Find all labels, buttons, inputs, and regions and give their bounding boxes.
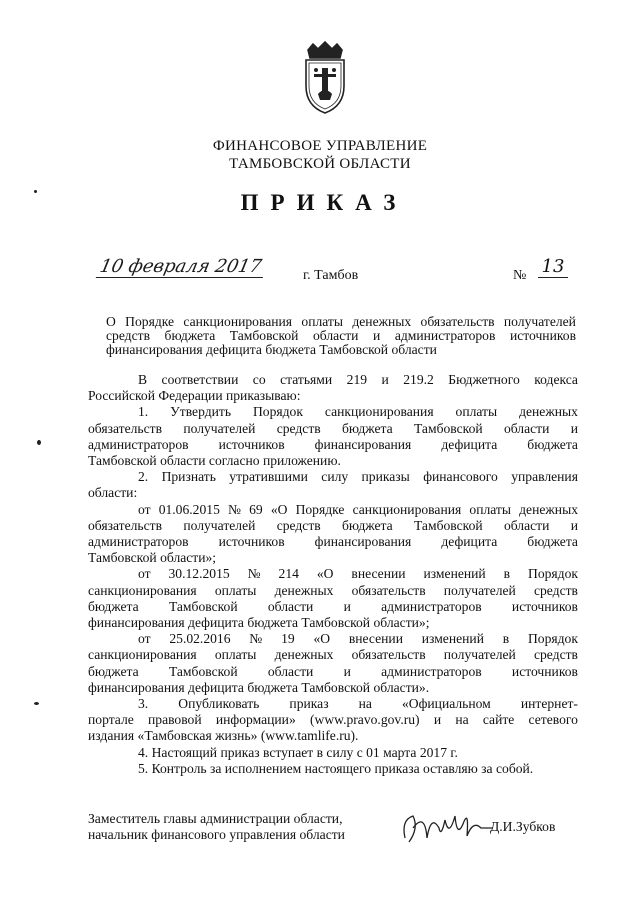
body-word: финансового	[423, 469, 498, 485]
body-word: администраторов	[88, 534, 189, 550]
signer-position-line-1: Заместитель главы администрации области,	[88, 811, 343, 826]
body-word: 2.	[138, 469, 149, 485]
body-word: 01.06.2015	[158, 501, 220, 517]
body-word: бюджета	[88, 663, 139, 679]
body-word: 19	[281, 631, 295, 647]
body-word: 4. Настоящий приказ вступает в силу с 01 марта 2017 г.	[138, 744, 458, 760]
body-word: оплаты	[469, 501, 512, 517]
body-word: финансирования	[314, 534, 412, 550]
body-word: 214	[278, 566, 299, 582]
document-body	[88, 372, 578, 777]
document-number: 13	[538, 257, 568, 278]
tambov-coat-of-arms-icon	[294, 40, 356, 116]
body-word: управления	[511, 469, 578, 485]
body-word: 30.12.2015	[168, 566, 230, 582]
body-word: Порядок	[252, 404, 303, 420]
body-word: 69	[249, 501, 263, 517]
body-word: оплаты	[214, 647, 257, 663]
body-word: санкционирования	[88, 647, 197, 663]
body-word: области	[267, 663, 314, 679]
body-word: 25.02.2016	[169, 631, 231, 647]
body-word: денежных	[274, 647, 334, 663]
body-word: от	[138, 566, 151, 582]
body-word: и	[343, 663, 351, 679]
body-word: денежных	[274, 582, 334, 598]
handwritten-signature-icon	[397, 798, 497, 850]
body-word: от	[138, 501, 151, 517]
body-line	[88, 437, 578, 453]
body-word: бюджета	[341, 517, 393, 533]
body-word: области	[503, 517, 550, 533]
body-word: источников	[511, 663, 578, 679]
body-word: Тамбовской	[168, 598, 238, 614]
subject-word: источников	[509, 328, 576, 343]
body-line	[88, 745, 578, 761]
body-word: №	[227, 501, 241, 517]
body-word: средств	[276, 420, 321, 436]
body-word: Опубликовать	[178, 696, 260, 712]
signature-block	[88, 811, 345, 843]
body-word: дефицита	[441, 436, 498, 452]
body-line	[88, 664, 578, 680]
body-word: на	[455, 712, 469, 728]
body-word: в	[502, 631, 510, 647]
body-line	[88, 615, 578, 631]
subject-word: санкционирования	[183, 314, 293, 329]
body-word: «О	[313, 631, 331, 647]
document-number-label: №	[513, 268, 527, 283]
body-word: статьями	[280, 372, 333, 387]
body-line	[88, 566, 578, 582]
body-word: 219.2	[403, 372, 434, 387]
body-word: источников	[218, 534, 285, 550]
body-line	[88, 388, 578, 404]
body-word: изменений	[421, 631, 484, 647]
body-word: дефицита	[441, 534, 498, 550]
subject-word: обязательств	[420, 314, 495, 329]
body-word: и	[570, 517, 578, 533]
body-word: 5. Контроль за исполнением настоящего приказа оставляю за собой.	[138, 760, 534, 776]
body-word: утратившими	[229, 469, 308, 485]
body-word: 219	[346, 372, 368, 387]
body-word: в	[503, 566, 511, 582]
body-word: Утвердить	[170, 404, 232, 420]
body-word: со	[252, 372, 266, 387]
body-word: сетевого	[528, 712, 578, 728]
body-word: соответствии	[161, 372, 239, 387]
body-word: приказы	[361, 469, 410, 485]
body-line	[88, 485, 578, 501]
subject-word: оплаты	[301, 314, 344, 329]
body-line	[88, 647, 578, 663]
body-line	[88, 421, 578, 437]
body-word: Бюджетного	[448, 372, 520, 387]
body-word: администраторов	[381, 598, 482, 614]
body-line	[88, 453, 578, 469]
body-word: санкционирования	[88, 582, 197, 598]
body-word: внесении	[348, 631, 403, 647]
body-word: средств	[533, 582, 578, 598]
body-word: Порядок	[527, 631, 578, 647]
document-date: 10 февраля 2017	[96, 257, 267, 278]
body-word: санкционирования	[352, 501, 462, 517]
body-word: получателей	[443, 582, 516, 598]
scan-speck	[34, 702, 39, 705]
body-word: бюджета	[341, 420, 393, 436]
body-word: Признать	[161, 469, 216, 485]
body-word: «О	[316, 566, 334, 582]
body-line	[88, 534, 578, 550]
body-line	[88, 550, 578, 566]
body-word: области:	[88, 485, 138, 501]
body-word: денежных	[519, 404, 578, 420]
organization-name-line-2: ТАМБОВСКОЙ ОБЛАСТИ	[229, 156, 411, 172]
subject-word: Порядке	[125, 314, 175, 329]
body-word: на	[358, 696, 372, 712]
body-word: В	[138, 372, 148, 387]
body-word: от	[138, 631, 151, 647]
subject-word: денежных	[352, 314, 412, 329]
subject-word: получателей	[503, 314, 576, 329]
body-word: оплаты	[455, 404, 498, 420]
subject-word: бюджета	[164, 328, 216, 343]
document-subject	[106, 315, 576, 357]
body-word: 1.	[138, 404, 149, 420]
body-line	[88, 599, 578, 615]
body-word: финансирования дефицита бюджета Тамбовской области».	[88, 679, 430, 695]
body-word: обязательств	[351, 647, 426, 663]
body-word: получателей	[443, 647, 516, 663]
body-word: №	[249, 631, 263, 647]
body-line	[88, 728, 578, 744]
body-word: изменений	[423, 566, 486, 582]
body-word: Тамбовской	[168, 663, 238, 679]
body-line	[88, 404, 578, 420]
body-word: Российской Федерации приказываю:	[88, 388, 301, 404]
body-word: силу	[321, 469, 349, 485]
body-word: бюджета	[527, 436, 578, 452]
body-word: и	[570, 420, 578, 436]
body-word: и	[381, 372, 389, 387]
body-word: и	[433, 712, 442, 728]
document-title: ПРИКАЗ	[240, 190, 408, 215]
subject-word: и	[373, 328, 381, 343]
body-word: Порядок	[528, 566, 578, 582]
subject-line	[106, 315, 576, 329]
body-line	[88, 712, 578, 728]
body-word: обязательств	[351, 582, 426, 598]
body-word: финансирования	[314, 436, 412, 452]
subject-line	[106, 329, 576, 343]
body-word: бюджета	[88, 598, 139, 614]
body-word: «Официальном	[401, 696, 491, 712]
body-word: источников	[218, 436, 285, 452]
body-word: сайте	[482, 712, 515, 728]
body-line	[88, 469, 578, 485]
body-word: Тамбовской	[413, 420, 483, 436]
body-word: денежных	[519, 501, 578, 517]
body-word: обязательств	[88, 420, 163, 436]
subject-word: Тамбовской	[229, 328, 299, 343]
body-word: информации»	[215, 712, 296, 728]
body-word: Порядке	[295, 501, 345, 517]
body-line	[88, 680, 578, 696]
signer-position-line-2: начальник финансового управления области	[88, 827, 345, 842]
body-word: администраторов	[88, 436, 189, 452]
scan-speck	[34, 190, 37, 193]
body-word: интернет-	[520, 696, 578, 712]
body-line	[88, 631, 578, 647]
body-word: правовой	[148, 712, 202, 728]
body-word: 3.	[138, 696, 149, 712]
body-word: администраторов	[381, 663, 482, 679]
body-word: бюджета	[527, 534, 578, 550]
body-word: санкционирования	[324, 404, 434, 420]
subject-line: финансирования дефицита бюджета Тамбовской области	[106, 342, 437, 357]
body-word: Тамбовской	[413, 517, 483, 533]
body-word: портале	[88, 712, 134, 728]
body-word: кодекса	[534, 372, 578, 387]
document-city: г. Тамбов	[303, 268, 359, 283]
body-word: получателей	[183, 517, 256, 533]
body-word: и	[343, 598, 351, 614]
scan-speck	[37, 440, 41, 445]
body-word: приказ	[289, 696, 329, 712]
body-word: средств	[276, 517, 321, 533]
body-word: Тамбовской области»;	[88, 550, 217, 566]
body-word: области	[267, 598, 314, 614]
body-word: «О	[270, 501, 288, 517]
signer-name: Д.И.Зубков	[490, 819, 556, 834]
body-word: источников	[511, 598, 578, 614]
organization-name-line-1: ФИНАНСОВОЕ УПРАВЛЕНИЕ	[212, 138, 428, 154]
body-word: обязательств	[88, 517, 163, 533]
subject-word: О	[106, 314, 116, 329]
body-line	[88, 518, 578, 534]
body-word: средств	[533, 647, 578, 663]
body-line	[88, 583, 578, 599]
subject-word: области	[313, 328, 359, 343]
body-line	[88, 696, 578, 712]
body-word: оплаты	[214, 582, 257, 598]
body-word: №	[247, 566, 261, 582]
body-word: финансирования дефицита бюджета Тамбовской области»;	[88, 615, 430, 631]
subject-word: средств	[106, 328, 150, 343]
body-word: Тамбовской области согласно приложению.	[88, 453, 341, 469]
body-line	[88, 372, 578, 388]
body-word: получателей	[183, 420, 256, 436]
body-word: (www.pravo.gov.ru)	[309, 712, 420, 728]
subject-word: администраторов	[394, 328, 496, 343]
body-line	[88, 502, 578, 518]
body-word: издания «Тамбовская жизнь» (www.tamlife.ru).	[88, 728, 359, 744]
body-word: области	[503, 420, 550, 436]
body-line	[88, 761, 578, 777]
body-word: внесении	[351, 566, 406, 582]
